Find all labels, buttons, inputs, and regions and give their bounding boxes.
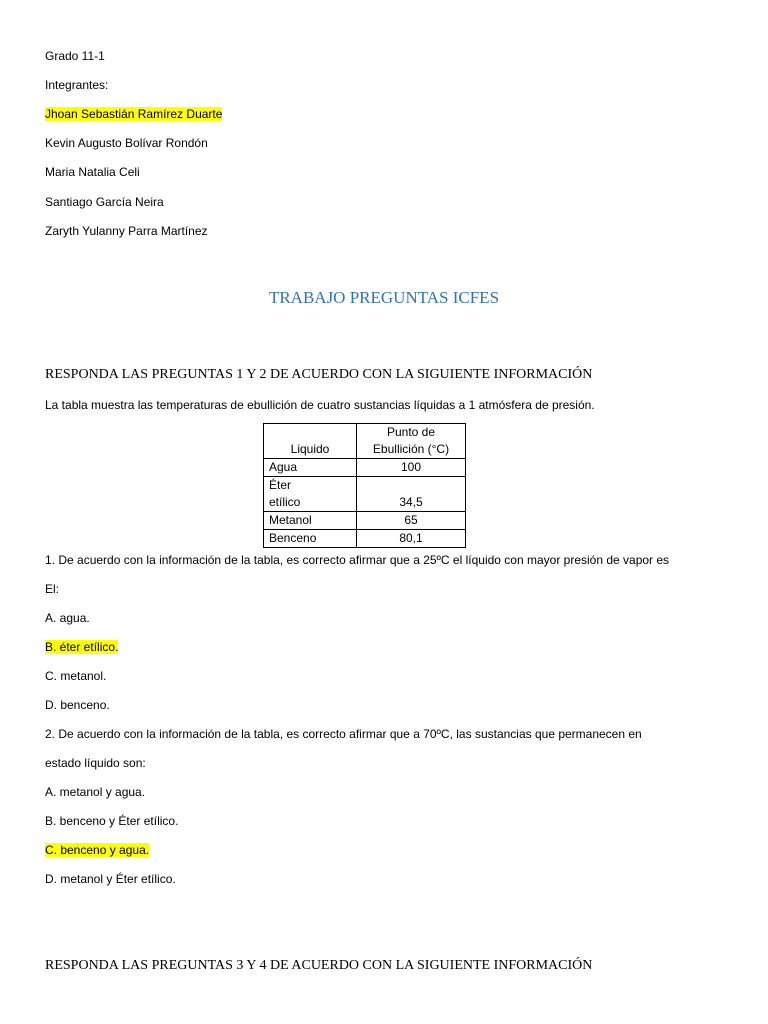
table-row: [264, 512, 466, 530]
table-row: [264, 459, 466, 477]
answer-option: A. agua.: [45, 611, 90, 625]
section-heading: RESPONDA LAS PREGUNTAS 1 Y 2 DE ACUERDO CON LA SIGUIENTE INFORMACIÓN: [45, 367, 593, 382]
table-intro: La tabla muestra las temperaturas de ebullición de cuatro sustancias líquidas a 1 atmósfera de presión.: [45, 398, 595, 412]
table-cell-value: 34,5: [357, 477, 466, 512]
question-1-text-cont: El:: [45, 582, 60, 596]
answer-option-correct: [45, 842, 149, 858]
table-cell-value: 65: [357, 512, 466, 530]
answer-option: C. metanol.: [45, 669, 107, 683]
table-header-boiling-point: Punto de Ebullición (°C): [357, 424, 466, 459]
table-cell-name: Benceno: [264, 530, 357, 548]
answer-option: A. metanol y agua.: [45, 785, 146, 799]
table-row: [264, 530, 466, 548]
table-row: [264, 477, 466, 512]
grade-label: Grado 11-1: [45, 49, 105, 63]
highlighted-text: Jhoan Sebastián Ramírez Duarte: [45, 107, 223, 121]
question-2-text: 2. De acuerdo con la información de la tabla, es correcto afirmar que a 70ºC, las sustancias que permanecen en: [45, 727, 642, 741]
member-name: Kevin Augusto Bolívar Rondón: [45, 136, 208, 150]
members-label: Integrantes:: [45, 78, 109, 92]
answer-option-correct: [45, 639, 118, 655]
member-name: Zaryth Yulanny Parra Martínez: [45, 224, 208, 238]
answer-option: B. benceno y Éter etílico.: [45, 814, 179, 828]
table-header-row: [264, 424, 466, 459]
section-heading: RESPONDA LAS PREGUNTAS 3 Y 4 DE ACUERDO CON LA SIGUIENTE INFORMACIÓN: [45, 958, 593, 973]
highlighted-text: C. benceno y agua.: [45, 843, 150, 857]
table-cell-value: 100: [357, 459, 466, 477]
boiling-point-table: [263, 423, 466, 548]
highlighted-text: B. éter etílico.: [45, 640, 119, 654]
table-header-liquid: Liquido: [264, 424, 357, 459]
member-name: Maria Natalia Celi: [45, 165, 140, 179]
answer-option: D. metanol y Éter etílico.: [45, 872, 176, 886]
question-1-text: 1. De acuerdo con la información de la tabla, es correcto afirmar que a 25ºC el líquido con mayor presión de vapor es: [45, 553, 670, 567]
table-cell-name: Metanol: [264, 512, 357, 530]
document-title: TRABAJO PREGUNTAS ICFES: [268, 288, 500, 307]
table-cell-name: Éter etílico: [264, 477, 357, 512]
member-name: Santiago García Neira: [45, 195, 164, 209]
answer-option: D. benceno.: [45, 698, 110, 712]
table-cell-value: 80,1: [357, 530, 466, 548]
member-name: [45, 106, 222, 122]
table-cell-name: Agua: [264, 459, 357, 477]
question-2-text-cont: estado líquido son:: [45, 756, 146, 770]
